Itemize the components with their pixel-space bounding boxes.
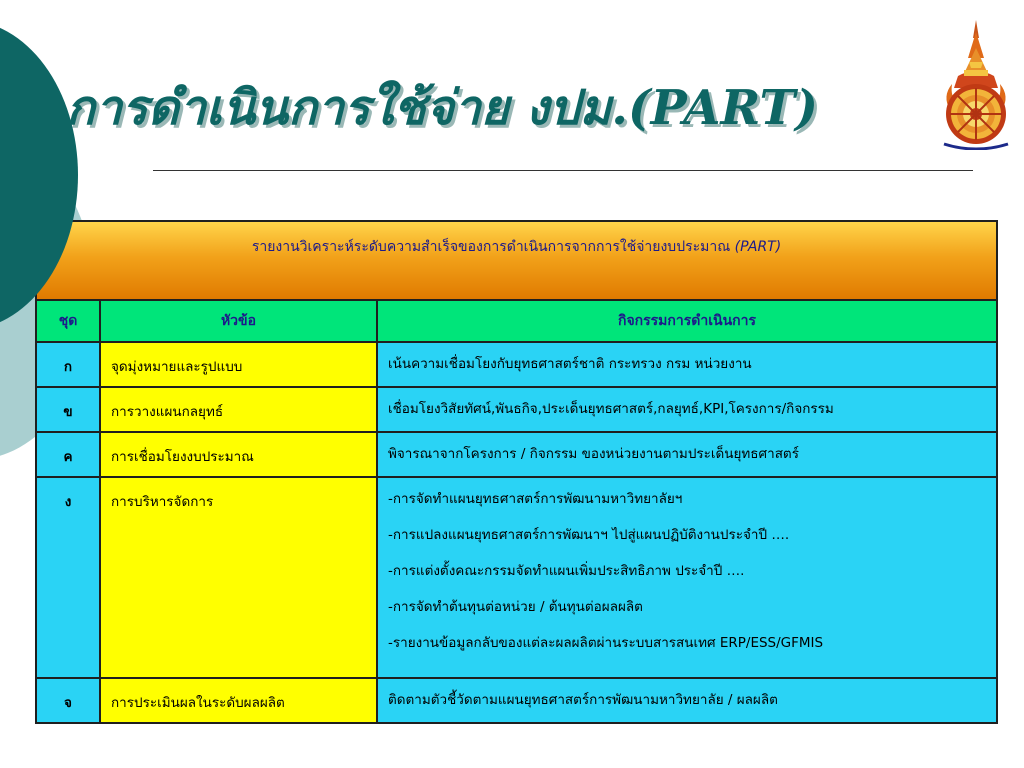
row-topic: การประเมินผลในระดับผลผลิต <box>100 678 377 723</box>
activity-line: เชื่อมโยงวิสัยทัศน์,พันธกิจ,ประเด็นยุทธศาสตร์,กลยุทธ์,KPI,โครงการ/กิจกรรม <box>388 401 834 417</box>
banner-title: รายงานวิเคราะห์ระดับความสำเร็จของการดำเนินการจากการใช้จ่ายงบประมาณ <box>251 239 731 255</box>
row-set: ง <box>36 477 100 678</box>
row-topic: การวางแผนกลยุทธ์ <box>100 387 377 432</box>
part-report-table <box>35 220 998 724</box>
activity-line: -การจัดทำแผนยุทธศาสตร์การพัฒนามหาวิทยาลัยฯ <box>388 491 683 507</box>
row-activities <box>377 387 997 432</box>
row-activities <box>377 477 997 678</box>
activity-line: พิจารณาจากโครงการ / กิจกรรม ของหน่วยงานตามประเด็นยุทธศาสตร์ <box>388 446 799 462</box>
activity-line: ติดตามตัวชี้วัดตามแผนยุทธศาสตร์การพัฒนามหาวิทยาลัย / ผลผลิต <box>388 692 778 708</box>
table-row <box>36 678 997 723</box>
activity-line: -การจัดทำต้นทุนต่อหน่วย / ต้นทุนต่อผลผลิต <box>388 599 643 615</box>
row-set: ก <box>36 342 100 387</box>
row-set: ค <box>36 432 100 477</box>
table-row <box>36 342 997 387</box>
banner-part-label: (PART) <box>734 239 782 255</box>
table-header-row <box>36 300 997 342</box>
row-topic: การบริหารจัดการ <box>100 477 377 678</box>
header-activities: กิจกรรมการดำเนินการ <box>377 300 997 342</box>
table-row <box>36 432 997 477</box>
slide-title: การดำเนินการใช้จ่าย งปม.(PART) <box>66 80 818 136</box>
row-activities <box>377 678 997 723</box>
table-row <box>36 477 997 678</box>
table-row <box>36 387 997 432</box>
header-topic: หัวข้อ <box>100 300 377 342</box>
row-set: ข <box>36 387 100 432</box>
activity-line: เน้นความเชื่อมโยงกับยุทธศาสตร์ชาติ กระทรวง กรม หน่วยงาน <box>388 356 752 372</box>
table-banner-row <box>36 221 997 300</box>
row-topic: จุดมุ่งหมายและรูปแบบ <box>100 342 377 387</box>
title-divider <box>153 170 973 171</box>
activity-line: -การแต่งตั้งคณะกรรมจัดทำแผนเพิ่มประสิทธิภาพ ประจำปี …. <box>388 563 745 579</box>
activity-line: -การแปลงแผนยุทธศาสตร์การพัฒนาฯ ไปสู่แผนปฏิบัติงานประจำปี …. <box>388 527 790 543</box>
row-activities <box>377 432 997 477</box>
row-set: จ <box>36 678 100 723</box>
header-set: ชุด <box>36 300 100 342</box>
university-emblem-icon <box>936 18 1016 150</box>
row-activities <box>377 342 997 387</box>
table-banner <box>36 221 997 300</box>
activity-line: -รายงานข้อมูลกลับของแต่ละผลผลิตผ่านระบบสารสนเทศ ERP/ESS/GFMIS <box>388 635 824 651</box>
row-topic: การเชื่อมโยงงบประมาณ <box>100 432 377 477</box>
